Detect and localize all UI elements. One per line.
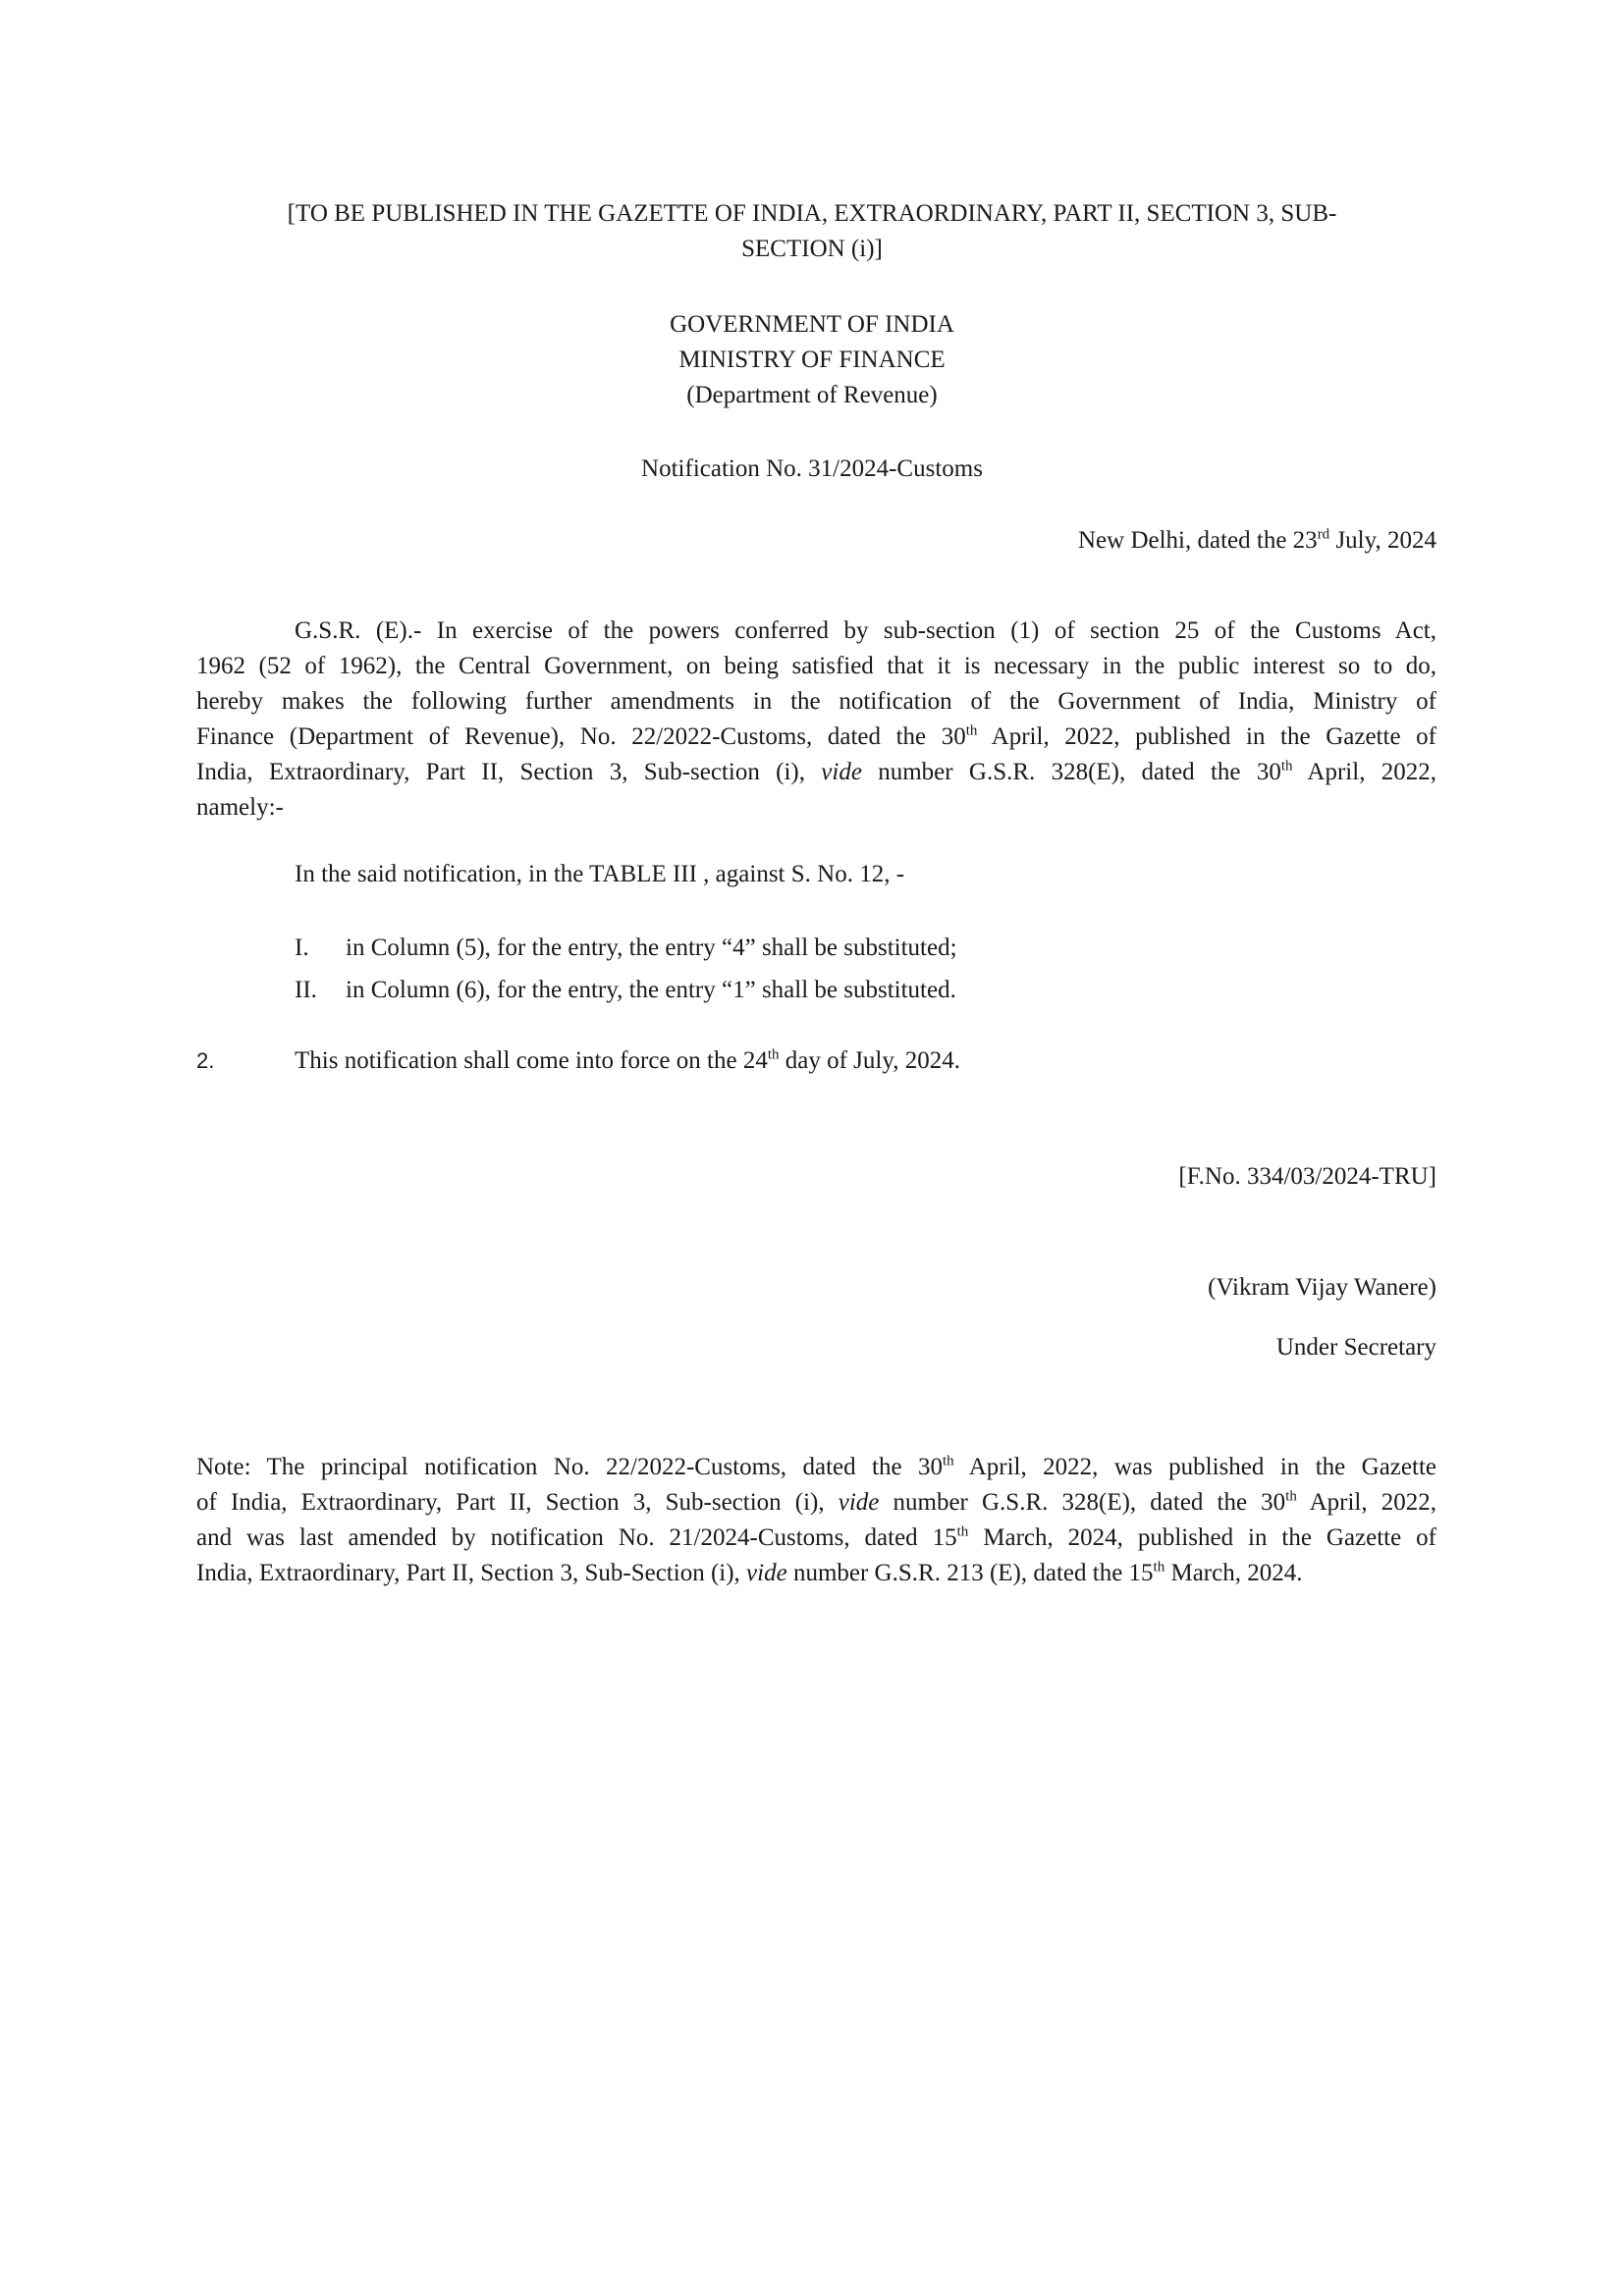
publication-header-line2: SECTION (i)]: [741, 236, 883, 262]
dateline-sup: rd: [1317, 526, 1330, 543]
amendment-item-number: I.: [295, 934, 309, 961]
footnote-line1-a: Note: The principal notification No. 22/2022-Customs, dated the 30: [196, 1454, 944, 1480]
footnote-line4-c: March, 2024.: [1164, 1560, 1303, 1586]
main-paragraph-line5-a: India, Extraordinary, Part II, Section 3, Sub-section (i),: [196, 759, 822, 785]
commencement-paragraph-number: 2.: [196, 1048, 215, 1073]
footnote-line4: [196, 1556, 1436, 1591]
main-paragraph-line6: namely:-: [196, 794, 284, 821]
footnote-line1: [196, 1450, 1436, 1485]
footnote-line2-vide: vide: [838, 1489, 880, 1516]
footnote-line1-b: April, 2022, was published in the Gazette: [953, 1454, 1436, 1480]
main-paragraph-line5-c: April, 2022,: [1292, 759, 1436, 785]
main-paragraph-line5-vide: vide: [821, 759, 862, 785]
publication-header-line1: [TO BE PUBLISHED IN THE GAZETTE OF INDIA, EXTRAORDINARY, PART II, SECTION 3, SUB-: [287, 200, 1337, 227]
footnote-line3-a: and was last amended by notification No. 21/2024-Customs, dated 15: [196, 1524, 957, 1551]
footnote-line2-sup: th: [1285, 1488, 1297, 1505]
footnote-line4-b: number G.S.R. 213 (E), dated the 15: [786, 1560, 1154, 1586]
footnote-line4-a: India, Extraordinary, Part II, Section 3, Sub-Section (i),: [196, 1560, 747, 1586]
footnote-line2-a: of India, Extraordinary, Part II, Section 3, Sub-section (i),: [196, 1489, 839, 1516]
amendment-item: [295, 973, 956, 1008]
footnote-line3-b: March, 2024, published in the Gazette of: [968, 1524, 1436, 1551]
dateline: [1078, 523, 1436, 559]
footnote-line3: [196, 1521, 1436, 1556]
department-title: (Department of Revenue): [686, 382, 938, 408]
file-number: [F.No. 334/03/2024-TRU]: [1178, 1163, 1436, 1190]
main-paragraph-line5: [196, 755, 1436, 790]
dateline-prefix: New Delhi, dated the 23: [1078, 527, 1318, 554]
footnote: [196, 1450, 1436, 1591]
ministry-title: MINISTRY OF FINANCE: [678, 347, 946, 373]
footnote-line3-sup: th: [956, 1523, 969, 1540]
amendment-item-text: in Column (6), for the entry, the entry “1” shall be substituted.: [346, 977, 956, 1003]
main-paragraph-line4-sup: th: [965, 722, 978, 739]
footnote-line2-b: number G.S.R. 328(E), dated the 30: [879, 1489, 1286, 1516]
main-paragraph-line4: [196, 720, 1436, 755]
main-paragraph-line4-b: April, 2022, published in the Gazette of: [977, 723, 1436, 750]
footnote-line4-sup: th: [1153, 1559, 1165, 1575]
main-paragraph-line3: hereby makes the following further amendments in the notification of the Government of India, Ministry of: [196, 688, 1436, 715]
amendment-intro: In the said notification, in the TABLE III , against S. No. 12, -: [295, 861, 905, 887]
footnote-line2: [196, 1485, 1436, 1521]
main-paragraph-line2: 1962 (52 of 1962), the Central Government, on being satisfied that it is necessary in the public interest so to do,: [196, 653, 1436, 679]
main-paragraph-line5-sup: th: [1280, 758, 1293, 774]
government-title: GOVERNMENT OF INDIA: [670, 311, 954, 338]
main-paragraph: [196, 614, 1436, 826]
main-paragraph-line4-a: Finance (Department of Revenue), No. 22/2022-Customs, dated the 30: [196, 723, 966, 750]
notification-number: Notification No. 31/2024-Customs: [641, 455, 983, 482]
amendment-item-text: in Column (5), for the entry, the entry “4” shall be substituted;: [346, 934, 957, 961]
commencement-paragraph-suffix: day of July, 2024.: [779, 1047, 960, 1074]
amendment-item-number: II.: [295, 977, 317, 1003]
main-paragraph-line1: G.S.R. (E).- In exercise of the powers conferred by sub-section (1) of section 25 of the Customs Act,: [295, 617, 1436, 644]
commencement-paragraph-sup: th: [767, 1046, 780, 1063]
amendment-item: [295, 931, 957, 966]
commencement-paragraph-prefix: This notification shall come into force on the 24: [295, 1047, 768, 1074]
signatory-name: (Vikram Vijay Wanere): [1208, 1274, 1436, 1301]
signatory-designation: Under Secretary: [1275, 1334, 1436, 1361]
commencement-paragraph: [196, 1043, 960, 1079]
footnote-line1-sup: th: [943, 1453, 954, 1469]
footnote-line2-c: April, 2022,: [1296, 1489, 1436, 1516]
dateline-suffix: July, 2024: [1329, 527, 1436, 554]
main-paragraph-line5-b: number G.S.R. 328(E), dated the 30: [861, 759, 1281, 785]
footnote-line4-vide: vide: [746, 1560, 787, 1586]
